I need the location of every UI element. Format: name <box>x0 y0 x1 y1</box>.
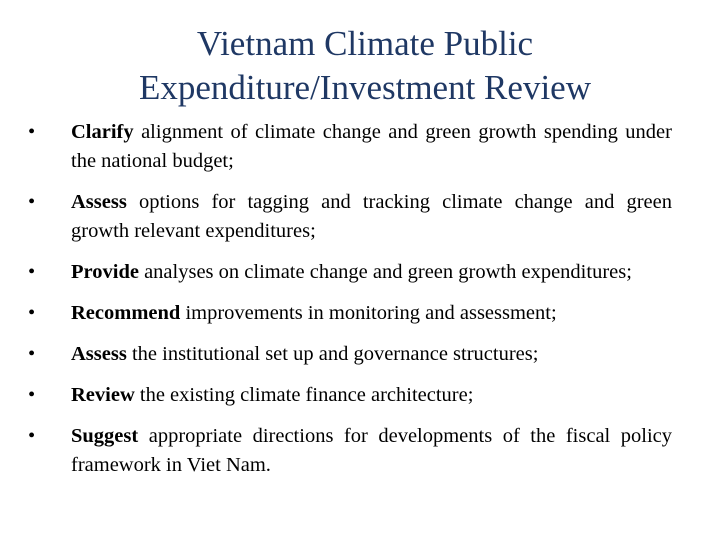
bullet-dot-icon: • <box>28 425 36 447</box>
bullet-text: analyses on climate change and green growth expenditures; <box>138 261 632 283</box>
bullet-text: alignment of climate change and green growth spending under the national budget; <box>71 121 672 172</box>
bullet-dot-icon: • <box>28 191 36 213</box>
slide-title-line-1: Vietnam Climate Public <box>196 24 534 63</box>
bullet-item-assess-institutional <box>28 340 672 369</box>
bullet-dot-icon: • <box>28 261 36 283</box>
bullet-item-clarify <box>28 118 672 176</box>
bullet-text: appropriate directions for developments of the fiscal policy framework in Viet Nam. <box>71 425 672 476</box>
bullet-text: improvements in monitoring and assessment; <box>180 302 557 324</box>
bullet-dot-icon: • <box>28 343 36 365</box>
bullet-verb: Recommend <box>71 302 181 324</box>
slide-title-line-2: Expenditure/Investment Review <box>139 68 591 107</box>
bullet-text: the institutional set up and governance structures; <box>126 343 539 365</box>
bullet-verb: Clarify <box>71 121 134 143</box>
bullet-item-suggest <box>28 422 672 480</box>
bullet-verb: Assess <box>71 191 127 213</box>
bullet-item-provide <box>28 258 672 287</box>
bullet-item-review <box>28 381 672 410</box>
bullet-verb: Provide <box>71 261 139 283</box>
bullet-text: options for tagging and tracking climate change and green growth relevant expenditures; <box>71 191 672 242</box>
bullet-list <box>28 118 672 480</box>
slide-title <box>40 22 690 110</box>
bullet-verb: Assess <box>71 343 127 365</box>
bullet-dot-icon: • <box>28 302 36 324</box>
bullet-item-recommend <box>28 299 672 328</box>
bullet-item-assess-options <box>28 188 672 246</box>
bullet-dot-icon: • <box>28 121 36 143</box>
bullet-verb: Suggest <box>71 425 139 447</box>
bullet-dot-icon: • <box>28 384 36 406</box>
bullet-text: the existing climate finance architecture; <box>134 384 474 406</box>
bullet-verb: Review <box>71 384 135 406</box>
